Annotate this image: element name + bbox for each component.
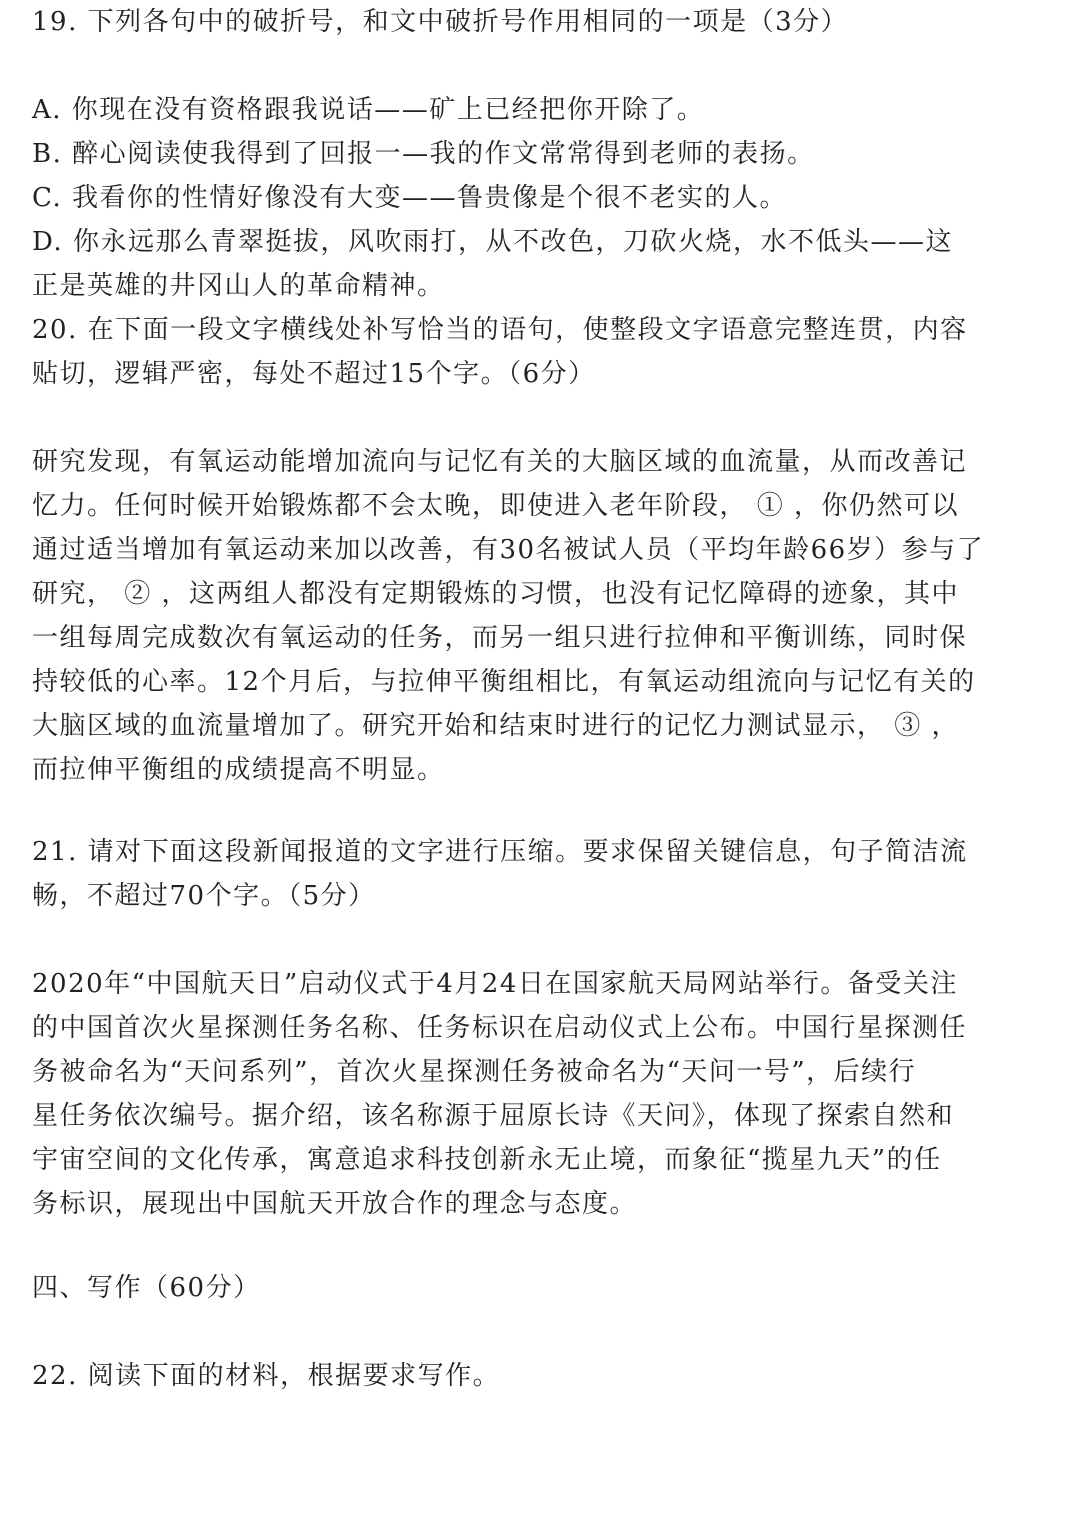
question-19-option-b: B. 醉心阅读使我得到了回报一—我的作文常常得到老师的表扬。: [32, 139, 815, 169]
question-21-passage-line: 星任务依次编号。据介绍，该名称源于屈原长诗《天问》，体现了探索自然和: [32, 1101, 955, 1131]
question-20-passage-line: 忆力。任何时候开始锻炼都不会太晚，即使进入老年阶段， ① ，你仍然可以: [32, 491, 960, 521]
question-20-passage-line: 一组每周完成数次有氧运动的任务，而另一组只进行拉伸和平衡训练，同时保: [32, 623, 968, 653]
question-19-option-d-line-2: 正是英雄的井冈山人的革命精神。: [32, 271, 445, 301]
section-4-title: 四、写作（60分）: [32, 1273, 261, 1303]
question-22-title: 22. 阅读下面的材料，根据要求写作。: [32, 1361, 501, 1391]
question-21-passage-line: 宇宙空间的文化传承，寓意追求科技创新永无止境，而象征“揽星九天”的任: [32, 1145, 942, 1175]
question-20-passage-line: 持较低的心率。12个月后，与拉伸平衡组相比，有氧运动组流向与记忆有关的: [32, 667, 976, 697]
question-19-option-c: C. 我看你的性情好像没有大变——鲁贵像是个很不老实的人。: [32, 183, 787, 213]
question-21-title-line-1: 21. 请对下面这段新闻报道的文字进行压缩。要求保留关键信息，句子简洁流: [32, 837, 968, 867]
question-20-passage-line: 研究发现，有氧运动能增加流向与记忆有关的大脑区域的血流量，从而改善记: [32, 447, 968, 477]
question-21-passage-line: 2020年“中国航天日”启动仪式于4月24日在国家航天局网站举行。备受关注: [32, 969, 958, 999]
question-20-passage-line: 大脑区域的血流量增加了。研究开始和结束时进行的记忆力测试显示， ③ ，: [32, 711, 960, 741]
question-21-title-line-2: 畅，不超过70个字。（5分）: [32, 881, 376, 911]
question-20-title-line-2: 贴切，逻辑严密，每处不超过15个字。（6分）: [32, 359, 596, 389]
question-19-title: 19. 下列各句中的破折号，和文中破折号作用相同的一项是（3分）: [32, 7, 849, 37]
question-19-option-d-line-1: D. 你永远那么青翠挺拔，风吹雨打，从不改色，刀砍火烧，水不低头——这: [32, 227, 953, 257]
question-21-passage-line: 务标识，展现出中国航天开放合作的理念与态度。: [32, 1189, 638, 1219]
question-20-passage-line: 而拉伸平衡组的成绩提高不明显。: [32, 755, 445, 785]
question-20-title-line-1: 20. 在下面一段文字横线处补写恰当的语句，使整段文字语意完整连贯，内容: [32, 315, 968, 345]
question-21-passage-line: 的中国首次火星探测任务名称、任务标识在启动仪式上公布。中国行星探测任: [32, 1013, 968, 1043]
question-19-option-a: A. 你现在没有资格跟我说话——矿上已经把你开除了。: [32, 95, 705, 125]
question-21-passage-line: 务被命名为“天问系列”，首次火星探测任务被命名为“天问一号”，后续行: [32, 1057, 917, 1087]
question-20-passage-line: 通过适当增加有氧运动来加以改善，有30名被试人员（平均年龄66岁）参与了: [32, 535, 985, 565]
question-20-passage-line: 研究， ② ，这两组人都没有定期锻炼的习惯，也没有记忆障碍的迹象，其中: [32, 579, 960, 609]
